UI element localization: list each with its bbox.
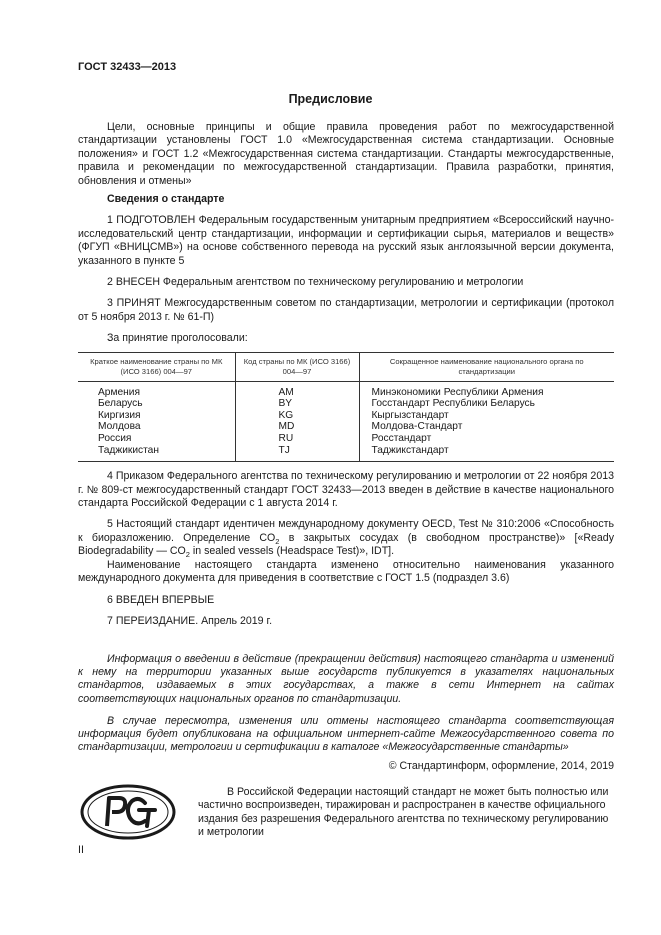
copyright: © Стандартинформ, оформление, 2014, 2019: [388, 760, 614, 772]
item-4: 4 Приказом Федерального агентства по техническому регулированию и метрологии от 22 ноября 2013 г. № 809-ст межгосударственный стандарт ГОСТ 32433—2013 введен в действие в качестве национального стандарта Российской Федерации с 1 августа 2014 г.: [78, 470, 614, 510]
country-cell: Беларусь: [98, 398, 143, 410]
item-5-text-b: в закрытых сосудах (в свободном пространстве)» [«Ready Biodegradability — CO: [78, 531, 614, 558]
country-cell: Таджикистан: [78, 445, 235, 462]
code-cell: KG: [235, 410, 359, 422]
foreword-body: [78, 121, 614, 628]
page-title: Предисловие: [288, 92, 373, 106]
header-code: Код страны по МК (ИСО 3166) 004—97: [235, 352, 359, 381]
item-2: 2 ВНЕСЕН Федеральным агентством по техническому регулированию и метрологии: [107, 276, 524, 289]
code-cell: AM: [235, 381, 359, 398]
body-cell: Госстандарт Республики Беларусь: [359, 398, 614, 410]
code-cell: BY: [235, 398, 359, 410]
country-cell: Киргизия: [98, 409, 141, 421]
code-cell: MD: [235, 421, 359, 433]
country-cell: Молдова: [98, 421, 141, 433]
rst-logo-graphic: [79, 782, 177, 842]
co2-subscript: 2: [185, 550, 190, 560]
about-heading: Сведения о стандарте: [107, 193, 225, 206]
body-cell: Молдова-Стандарт: [359, 421, 614, 433]
country-cell: Армения: [98, 386, 140, 398]
table-row: [78, 398, 614, 410]
reproduction-notice: В Российской Федерации настоящий стандарт не может быть полностью или частично воспроизведен, тиражирован и распространен в качестве официального издания без разрешения Федерального агентства по техническому регулированию и метрологии: [198, 786, 609, 839]
table-row: [78, 421, 614, 433]
item-5-text-c: in sealed vessels (Headspace Test)», IDT].: [189, 545, 395, 558]
item-5: [78, 518, 614, 558]
header-country: Краткое наименование страны по МК (ИСО 3166) 004—97: [78, 352, 235, 381]
co2-subscript: 2: [275, 536, 280, 546]
table-row: [78, 433, 614, 445]
code-cell: RU: [235, 433, 359, 445]
votes-intro: За принятие проголосовали:: [107, 332, 248, 345]
info-paragraph-1: Информация о введении в действие (прекращении действия) настоящего стандарта и изменений к нему на территории указанных выше государств публикуется в указателях национальных стандартов, издаваемых в этих государствах, а также в сети Интернет на сайтах соответствующих национальных органов по стандартизации.: [78, 653, 614, 705]
header-body: Сокращенное наименование национального органа по стандартизации: [359, 352, 614, 381]
item-6: 6 ВВЕДЕН ВПЕРВЫЕ: [107, 593, 215, 606]
body-cell: Кыргызстандарт: [359, 410, 614, 422]
item-3: 3 ПРИНЯТ Межгосударственным советом по стандартизации, метрологии и сертификации (протокол от 5 ноября 2013 г. № 61-П): [78, 297, 614, 323]
table-row: [78, 445, 614, 462]
votes-table-header: [78, 352, 614, 381]
page-number: II: [78, 844, 84, 856]
country-cell: Россия: [98, 433, 132, 445]
table-row: [78, 410, 614, 422]
votes-table: [78, 352, 614, 463]
code-cell: TJ: [235, 445, 359, 462]
body-cell: Росстандарт: [359, 433, 614, 445]
item-1: 1 ПОДГОТОВЛЕН Федеральным государственным унитарным предприятием «Всероссийский научно-исследовательский центр стандартизации, информации и сертификации сырья, материалов и веществ» (ФГУП «ВНИЦСМВ») на основе собственного перевода на русский язык англоязычной версии документа, указанного в пункте 5: [78, 214, 614, 267]
standard-code: ГОСТ 32433—2013: [78, 61, 177, 73]
table-row: [78, 381, 614, 398]
info-block: [78, 653, 614, 754]
item-7: 7 ПЕРЕИЗДАНИЕ. Апрель 2019 г.: [107, 614, 273, 627]
item-5-text-a: 5 Настоящий стандарт идентичен международному документу OECD, Test № 310:2006 «Способность к биоразложению. Определение CO: [78, 518, 614, 544]
body-cell: Таджикстандарт: [359, 445, 614, 462]
item-5-note: Наименование настоящего стандарта изменено относительно наименования указанного международного документа для приведения в соответствие с ГОСТ 1.5 (подраздел 3.6): [78, 558, 614, 585]
intro-paragraph: Цели, основные принципы и общие правила проведения работ по межгосударственной стандартизации установлены ГОСТ 1.0 «Межгосударственная система стандартизации. Основные положения» и ГОСТ 1.2 «Межгосударственная система стандартизации. Стандарты межгосударственные, правила и рекомендации по межгосударственной стандартизации. Правила разработки, принятия, обновления и отмены»: [78, 121, 614, 187]
body-cell: Минэкономики Республики Армения: [359, 381, 614, 398]
rst-logo-icon: [79, 782, 177, 847]
info-paragraph-2: В случае пересмотра, изменения или отмены настоящего стандарта соответствующая информация будет опубликована на официальном интернет-сайте Межгосударственного совета по стандартизации, метрологии и сертификации в каталоге «Межгосударственные стандарты»: [78, 714, 614, 754]
